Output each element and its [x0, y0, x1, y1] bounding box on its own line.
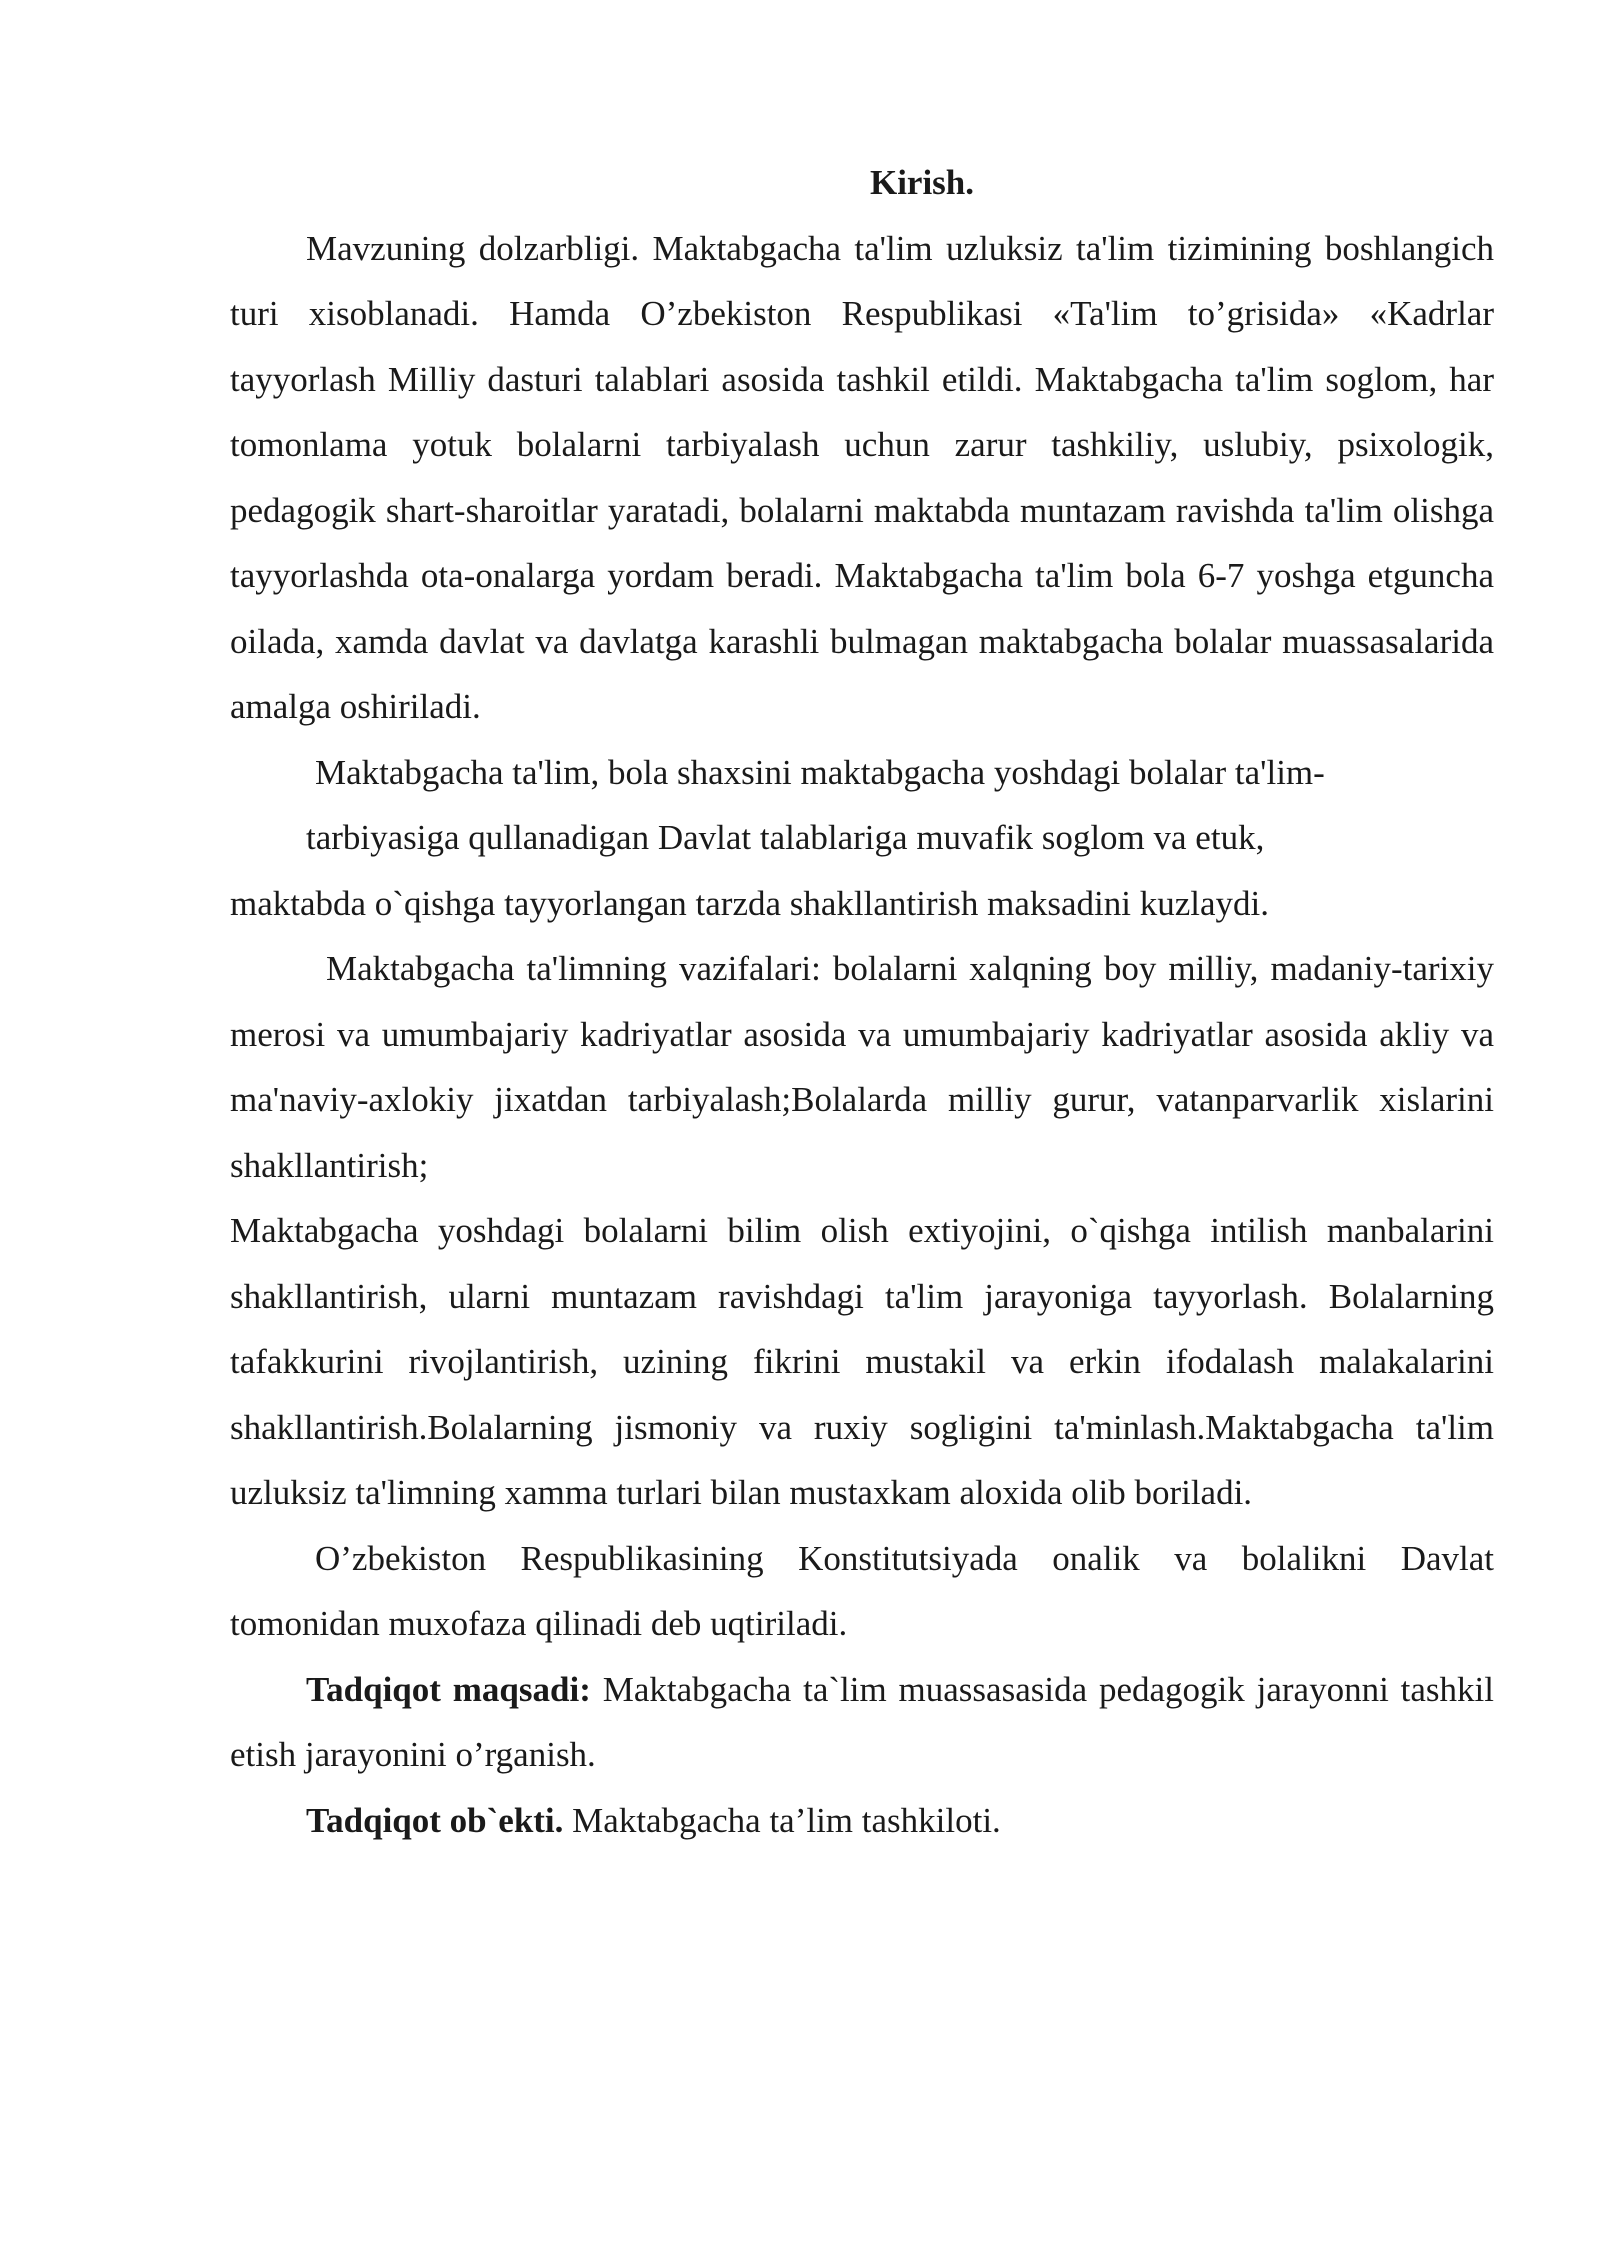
paragraph-tasks: Maktabgacha ta'limning vazifalari: bolalarni xalqning boy milliy, madaniy-tarixiy merosi va umumbajariy kadriyatlar asosida va umumbajariy kadriyatlar asosida akliy va ma'naviy-axlokiy jixatdan tarbiyalash;Bolalarda milliy gurur, vatanparvarlik xislarini shakllantirish;	[230, 949, 1494, 1185]
paragraph-goal-line1: Maktabgacha ta'lim, bola shaxsini maktabgacha yoshdagi bolalar ta'lim-	[315, 752, 1325, 792]
paragraph-preschool: Maktabgacha yoshdagi bolalarni bilim olish extiyojini, o`qishga intilish manbalarini shakllantirish, ularni muntazam ravishdagi ta'lim jarayoniga tayyorlash. Bolalarning tafakkurini rivojlantirish, uzining fikrini mustakil va erkin ifodalash malakalarini shakllantirish.Bolalarning jismoniy va ruxiy sogligini ta'minlash.Maktabgacha ta'lim uzluksiz ta'limning xamma turlari bilan mustaxkam aloxida olib boriladi.	[230, 1211, 1494, 1512]
paragraph-goal-rest: maktabda o`qishga tayyorlangan tarzda shakllantirish maksadini kuzlaydi.	[230, 883, 1269, 923]
paragraph-research-object	[230, 1788, 1494, 1854]
paragraph-relevance: Mavzuning dolzarbligi. Maktabgacha ta'lim uzluksiz ta'lim tizimining boshlangich turi xisoblanadi. Hamda O’zbekiston Respublikasi «Ta'lim to’grisida» «Kadrlar tayyorlash Milliy dasturi talablari asosida tashkil etildi. Maktabgacha ta'lim soglom, har tomonlama yotuk bolalarni tarbiyalash uchun zarur tashkiliy, uslubiy, psixologik, pedagogik shart-sharoitlar yaratadi, bolalarni maktabda muntazam ravishda ta'lim olishga tayyorlashda ota-onalarga yordam beradi. Maktabgacha ta'lim bola 6-7 yoshga etguncha oilada, xamda davlat va davlatga karashli bulmagan maktabgacha bolalar muassasalarida amalga oshiriladi.	[230, 228, 1494, 726]
paragraph-goal-line2: tarbiyasiga qullanadigan Davlat talablariga muvafik soglom va etuk,	[306, 818, 1265, 857]
research-aim-label: Tadqiqot maqsadi:	[306, 1669, 591, 1709]
paragraph-research-aim	[230, 1657, 1494, 1788]
research-object-text: Maktabgacha ta’lim tashkiloti.	[563, 1800, 1001, 1840]
paragraph-constitution: O’zbekiston Respublikasining Konstitutsiyada onalik va bolalikni Davlat tomonidan muxofaza qilinadi deb uqtiriladi.	[230, 1538, 1494, 1643]
page-title: Kirish.	[869, 163, 975, 202]
research-aim-text: Maktabgacha ta`lim muassasasida pedagogik jarayonni tashkil etish jarayonini o’rganish.	[230, 1669, 1494, 1774]
document-body	[230, 150, 1494, 1853]
research-object-label: Tadqiqot ob`ekti.	[306, 1800, 564, 1840]
